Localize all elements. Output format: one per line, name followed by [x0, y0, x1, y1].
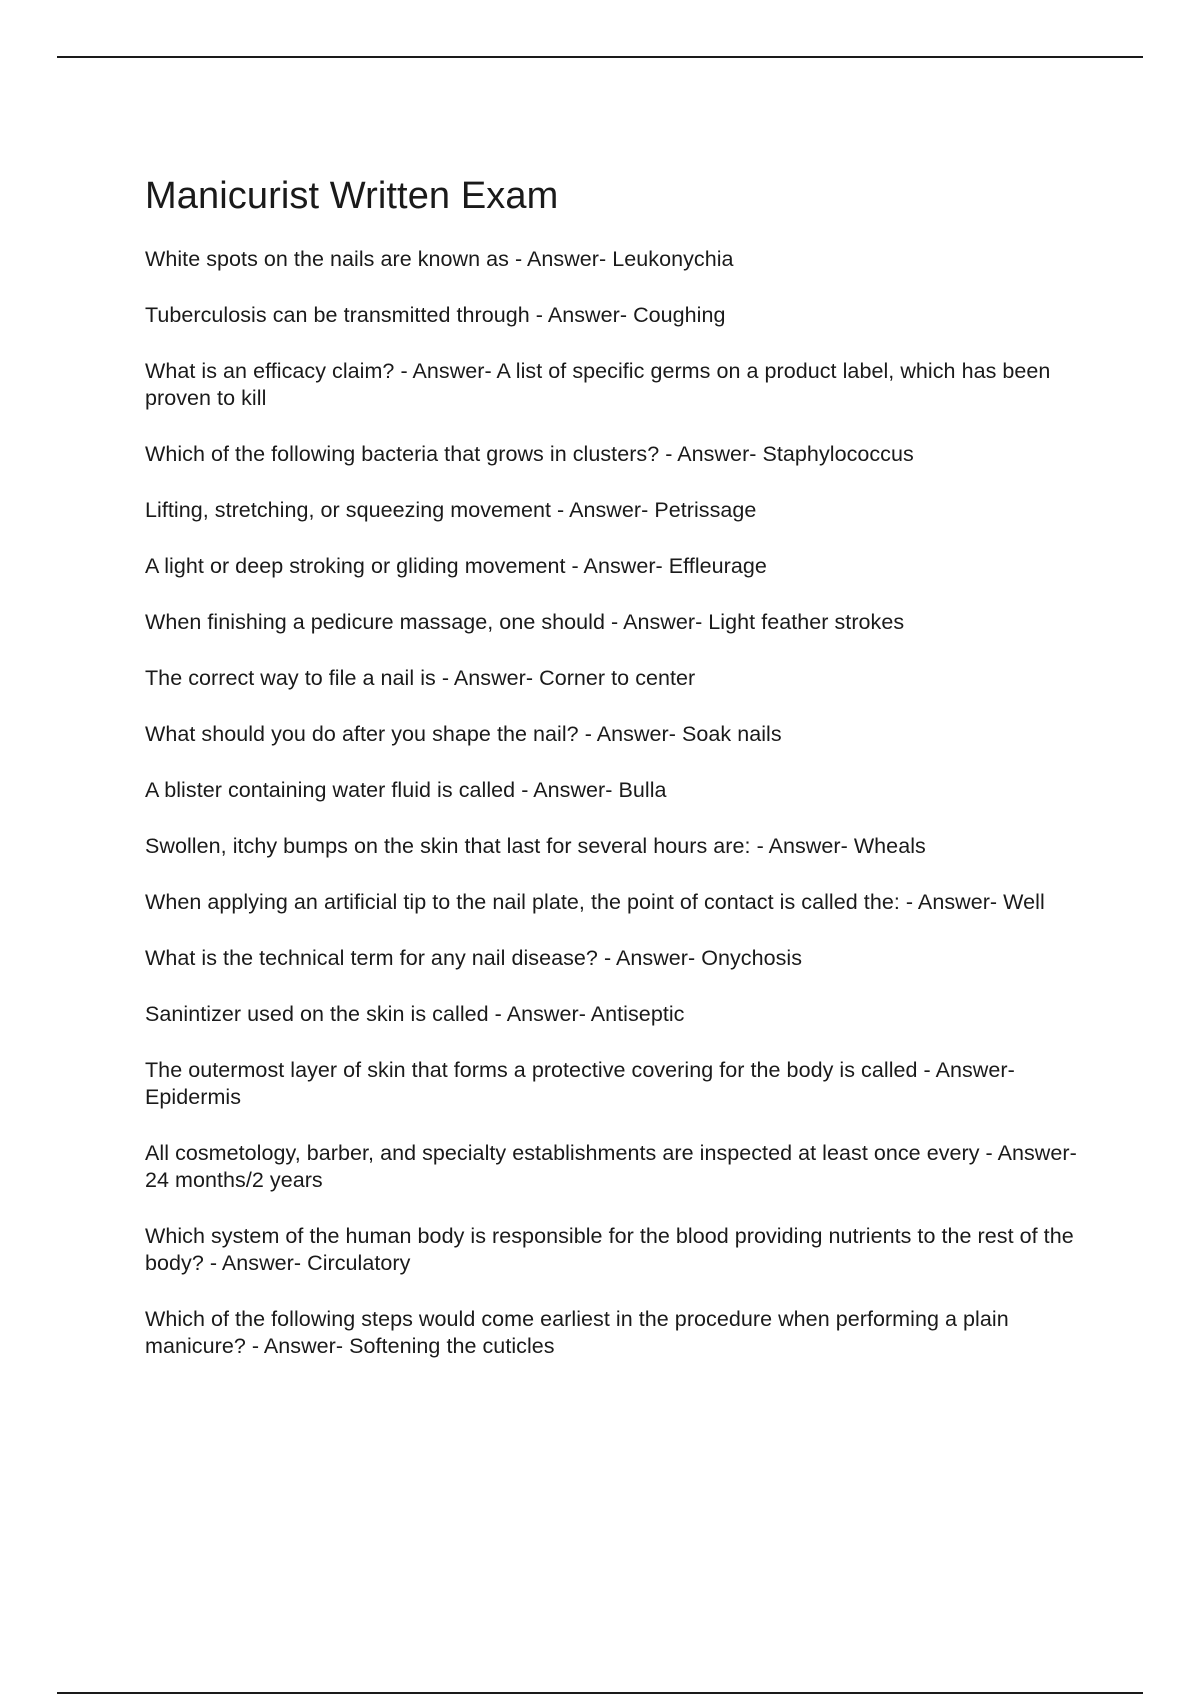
document-body	[145, 172, 1095, 1389]
qa-item-14: Sanintizer used on the skin is called - Answer- Antiseptic	[145, 1002, 685, 1026]
qa-item-4: Which of the following bacteria that grows in clusters? - Answer- Staphylococcus	[145, 442, 914, 466]
qa-item-7: When finishing a pedicure massage, one should - Answer- Light feather strokes	[145, 610, 905, 634]
top-divider	[57, 56, 1143, 58]
qa-item-16: All cosmetology, barber, and specialty establishments are inspected at least once every - Answer- 24 months/2 years	[145, 1141, 1077, 1192]
question-answer-list	[145, 246, 1095, 1360]
qa-item-13: What is the technical term for any nail disease? - Answer- Onychosis	[145, 946, 803, 970]
qa-item-5: Lifting, stretching, or squeezing movement - Answer- Petrissage	[145, 498, 757, 522]
qa-item-3: What is an efficacy claim? - Answer- A list of specific germs on a product label, which has been proven to kill	[145, 359, 1051, 410]
qa-item-1: White spots on the nails are known as - Answer- Leukonychia	[145, 247, 734, 271]
qa-item-18: Which of the following steps would come earliest in the procedure when performing a plain manicure? - Answer- Softening the cuticles	[145, 1307, 1009, 1358]
qa-item-10: A blister containing water fluid is called - Answer- Bulla	[145, 778, 667, 802]
page-title: Manicurist Written Exam	[145, 175, 559, 217]
qa-item-9: What should you do after you shape the nail? - Answer- Soak nails	[145, 722, 782, 746]
qa-item-2: Tuberculosis can be transmitted through - Answer- Coughing	[145, 303, 726, 327]
qa-item-12: When applying an artificial tip to the nail plate, the point of contact is called the: - Answer- Well	[145, 890, 1045, 914]
qa-item-11: Swollen, itchy bumps on the skin that last for several hours are: - Answer- Wheals	[145, 834, 926, 858]
qa-item-6: A light or deep stroking or gliding movement - Answer- Effleurage	[145, 554, 767, 578]
qa-item-17: Which system of the human body is responsible for the blood providing nutrients to the rest of the body? - Answer- Circulatory	[145, 1224, 1074, 1275]
qa-item-8: The correct way to file a nail is - Answer- Corner to center	[145, 666, 696, 690]
bottom-divider	[57, 1692, 1143, 1694]
qa-item-15: The outermost layer of skin that forms a protective covering for the body is called - Answer- Epidermis	[145, 1058, 1015, 1109]
